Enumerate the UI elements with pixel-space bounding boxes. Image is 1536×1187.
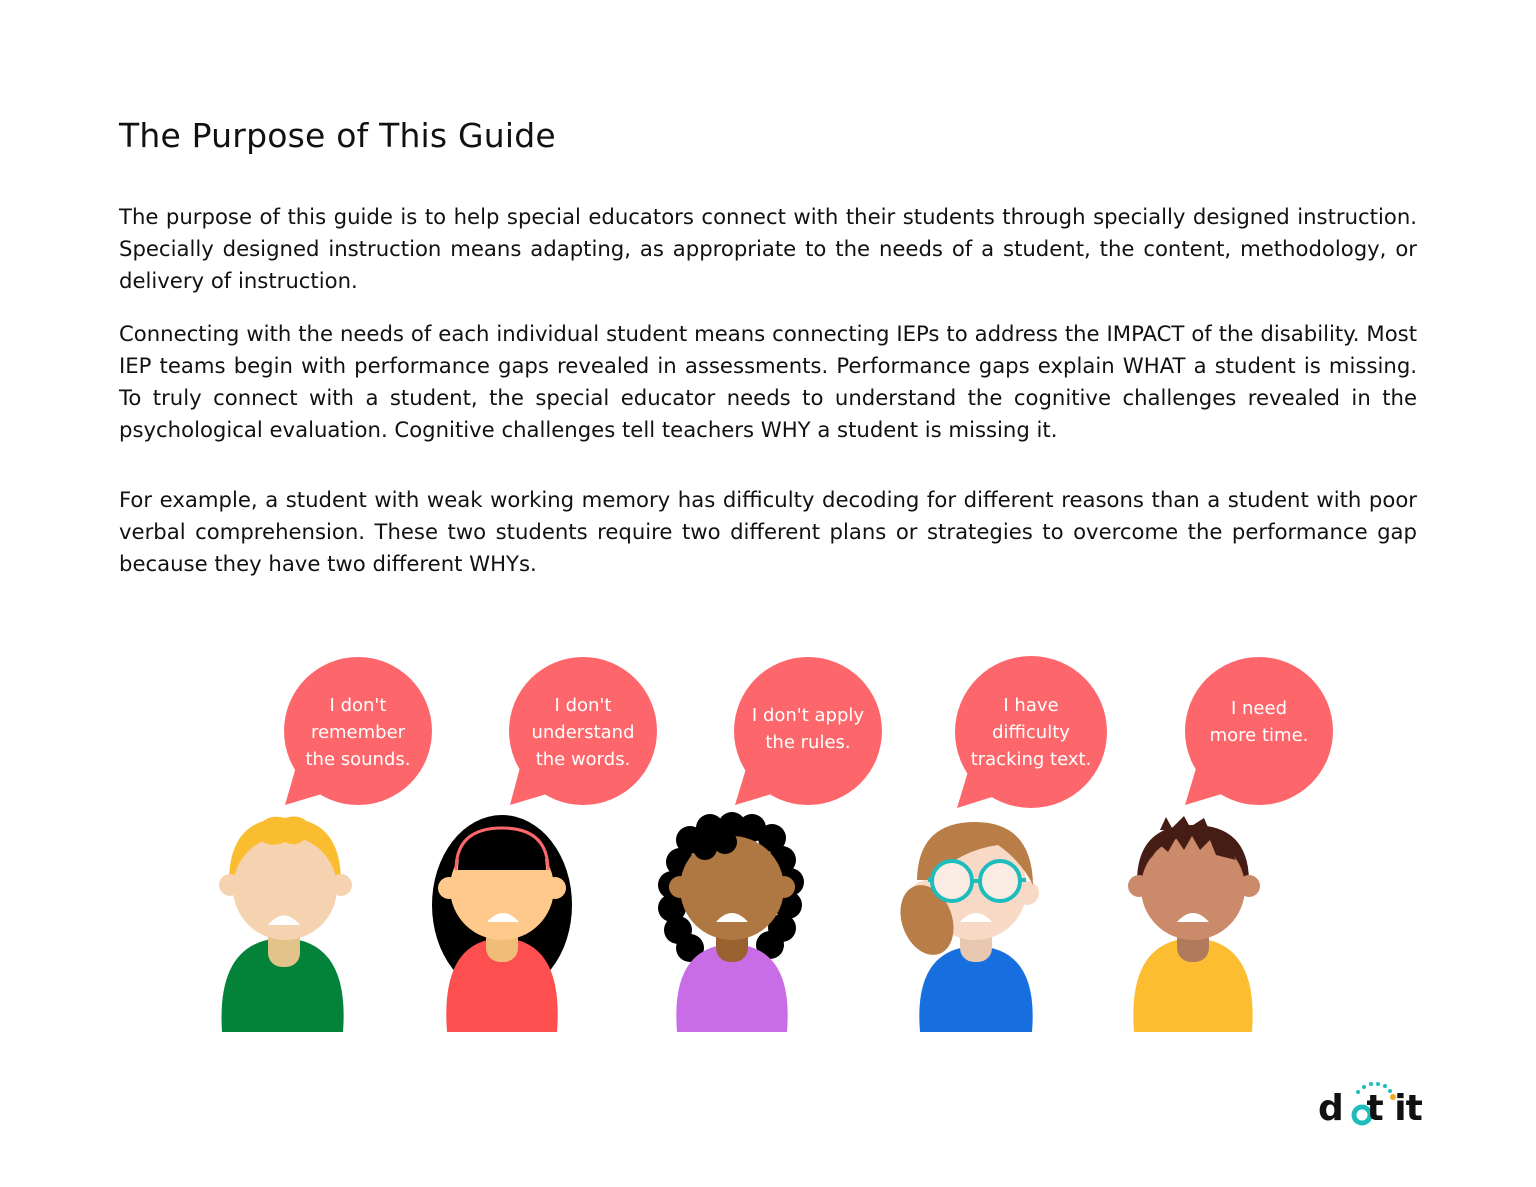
logo-text: d t it [1318,1088,1422,1129]
speech-bubble-1-text: I don't remember the sounds. [305,695,411,770]
speech-bubble-5-text: I need more time. [1209,698,1309,746]
student-3-figure [658,812,804,1032]
student-2-figure [432,815,572,1032]
paragraph-purpose: The purpose of this guide is to help special educators connect with their students through specially designed instruction. Specially designed instruction means adapting, as appropriate to the needs of a student, the content, methodology, or delivery of instruction. [119,204,1417,293]
paragraph-connecting: Connecting with the needs of each individual student means connecting IEPs to address the IMPACT of the disability. Most IEP teams begin with performance gaps revealed in assessments. Performance gaps explain WHAT a student is missing. To truly connect with a student, the special educator needs to understand the cognitive challenges revealed in the psychological evaluation. Cognitive challenges tell teachers WHY a student is missing it. [119,321,1417,442]
student-5-figure [1128,816,1260,1032]
student-4-figure [891,822,1039,1032]
speech-bubble-2-text: I don't understand the words. [531,695,635,770]
student-1-figure [219,817,352,1033]
dot-it-logo [1318,1080,1422,1130]
speech-bubble-4-text: I have difficulty tracking text. [970,695,1092,770]
paragraph-example: For example, a student with weak working memory has difficulty decoding for different reasons than a student with poor verbal comprehension. These two students require two different plans or strategies to overcome the performance gap because they have two different WHYs. [119,487,1417,576]
page-title: The Purpose of This Guide [119,116,556,155]
speech-bubble-3-text: I don't apply the rules. [751,705,865,753]
students-illustration [0,640,1536,1050]
